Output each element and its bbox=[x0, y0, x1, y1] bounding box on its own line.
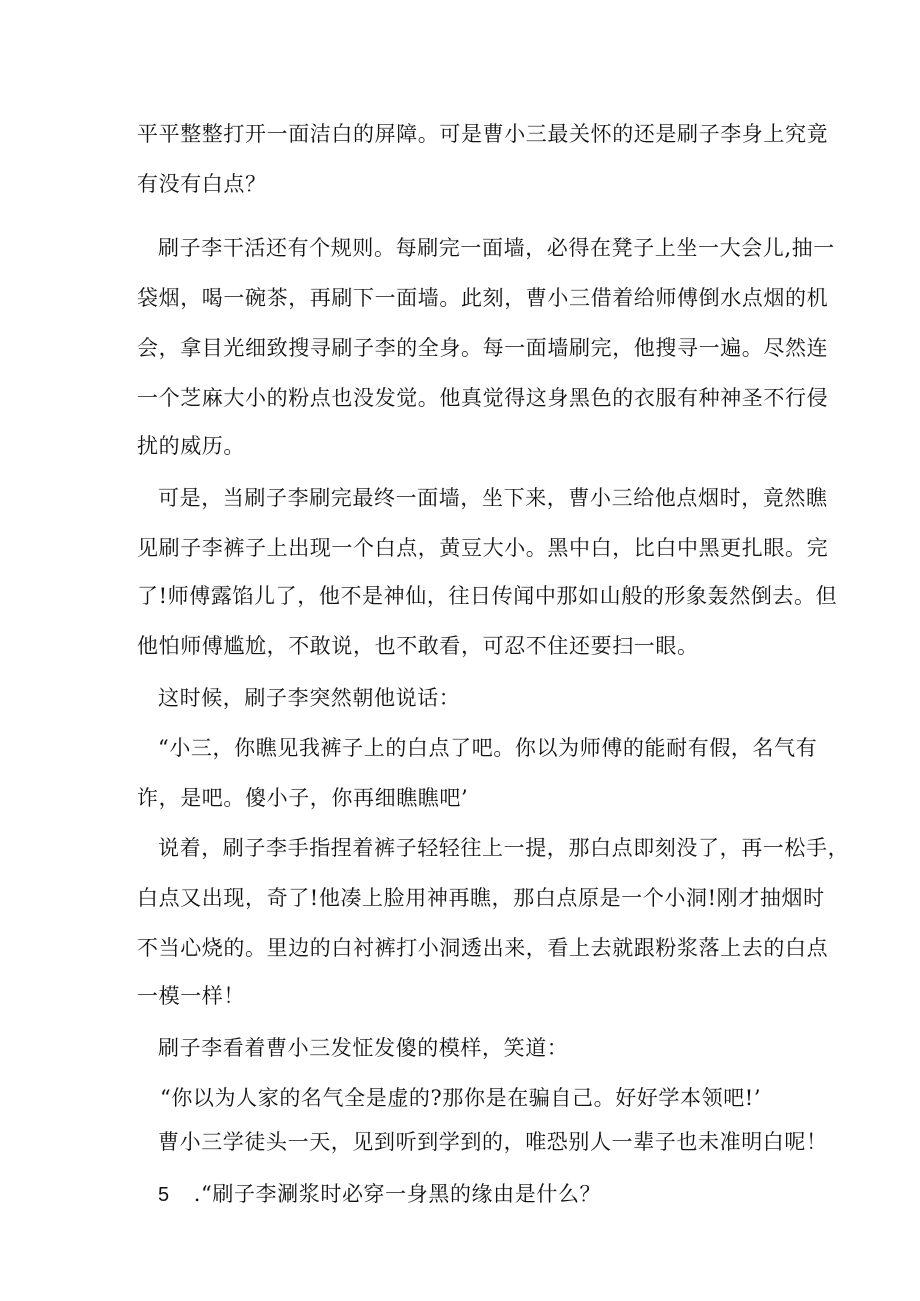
text-line: 了!师傅露馅儿了，他不是神仙，往日传闻中那如山般的形象轰然倒去。但 bbox=[137, 584, 838, 608]
text-line: 一模一样！ bbox=[137, 984, 245, 1008]
text-line: 白点又出现，奇了!他凑上脸用神再瞧，那白点原是一个小洞!刚才抽烟时 bbox=[137, 886, 825, 910]
text-line: 平平整整打开一面洁白的屏障。可是曹小三最关怀的还是刷子李身上究竟 bbox=[137, 122, 829, 146]
text-line: “小三，你瞧见我裤子上的白点了吧。你以为师傅的能耐有假，名气有 bbox=[158, 736, 818, 760]
text-line: 不当心烧的。里边的白衬裤打小洞透出来，看上去就跟粉浆落上去的白点 bbox=[137, 936, 829, 960]
question-text: .“刷子李涮浆时必穿一身黑的缘由是什么？ bbox=[193, 1182, 602, 1206]
text-line: “你以为人家的名气全是虚的?那你是在骗自己。好好学本领吧!’ bbox=[160, 1086, 762, 1110]
text-line: 扰的威历。 bbox=[137, 434, 245, 458]
text-line: 见刷子李裤子上出现一个白点，黄豆大小。黑中白，比白中黑更扎眼。完 bbox=[137, 536, 829, 560]
text-line: 曹小三学徒头一天，见到听到学到的，唯恐别人一辈子也未准明白呢！ bbox=[158, 1130, 828, 1154]
question-line bbox=[158, 1180, 601, 1209]
text-line: 说着，刷子李手指捏着裤子轻轻往上一提，那白点即刻没了，再一松手， bbox=[158, 836, 850, 860]
text-line: 有没有白点？ bbox=[137, 172, 267, 196]
text-line: 可是，当刷子李刷完最终一面墙，坐下来，曹小三给他点烟时，竟然瞧 bbox=[158, 486, 828, 510]
text-line: 诈，是吧。傻小子，你再细瞧瞧吧’ bbox=[137, 786, 469, 810]
text-line: 他怕师傅尴尬，不敢说，也不敢看，可忍不住还要扫一眼。 bbox=[137, 634, 699, 658]
text-line: 会，拿目光细致搜寻刷子李的全身。每一面墙刷完，他搜寻一遍。尽然连 bbox=[137, 336, 829, 360]
text-line: 刷子李看着曹小三发怔发傻的模样，笑道： bbox=[158, 1036, 569, 1060]
question-number: 5 bbox=[158, 1184, 170, 1206]
text-line: 袋烟，喝一碗茶，再刷下一面墙。此刻，曹小三借着给师傅倒水点烟的机 bbox=[137, 286, 829, 310]
text-line: 刷子李干活还有个规则。每刷完一面墙，必得在凳子上坐一大会儿,抽一 bbox=[158, 236, 835, 260]
text-line: 一个芝麻大小的粉点也没发觉。他真觉得这身黑色的衣服有种神圣不行侵 bbox=[137, 386, 829, 410]
text-line: 这时候，刷子李突然朝他说话： bbox=[158, 686, 461, 710]
